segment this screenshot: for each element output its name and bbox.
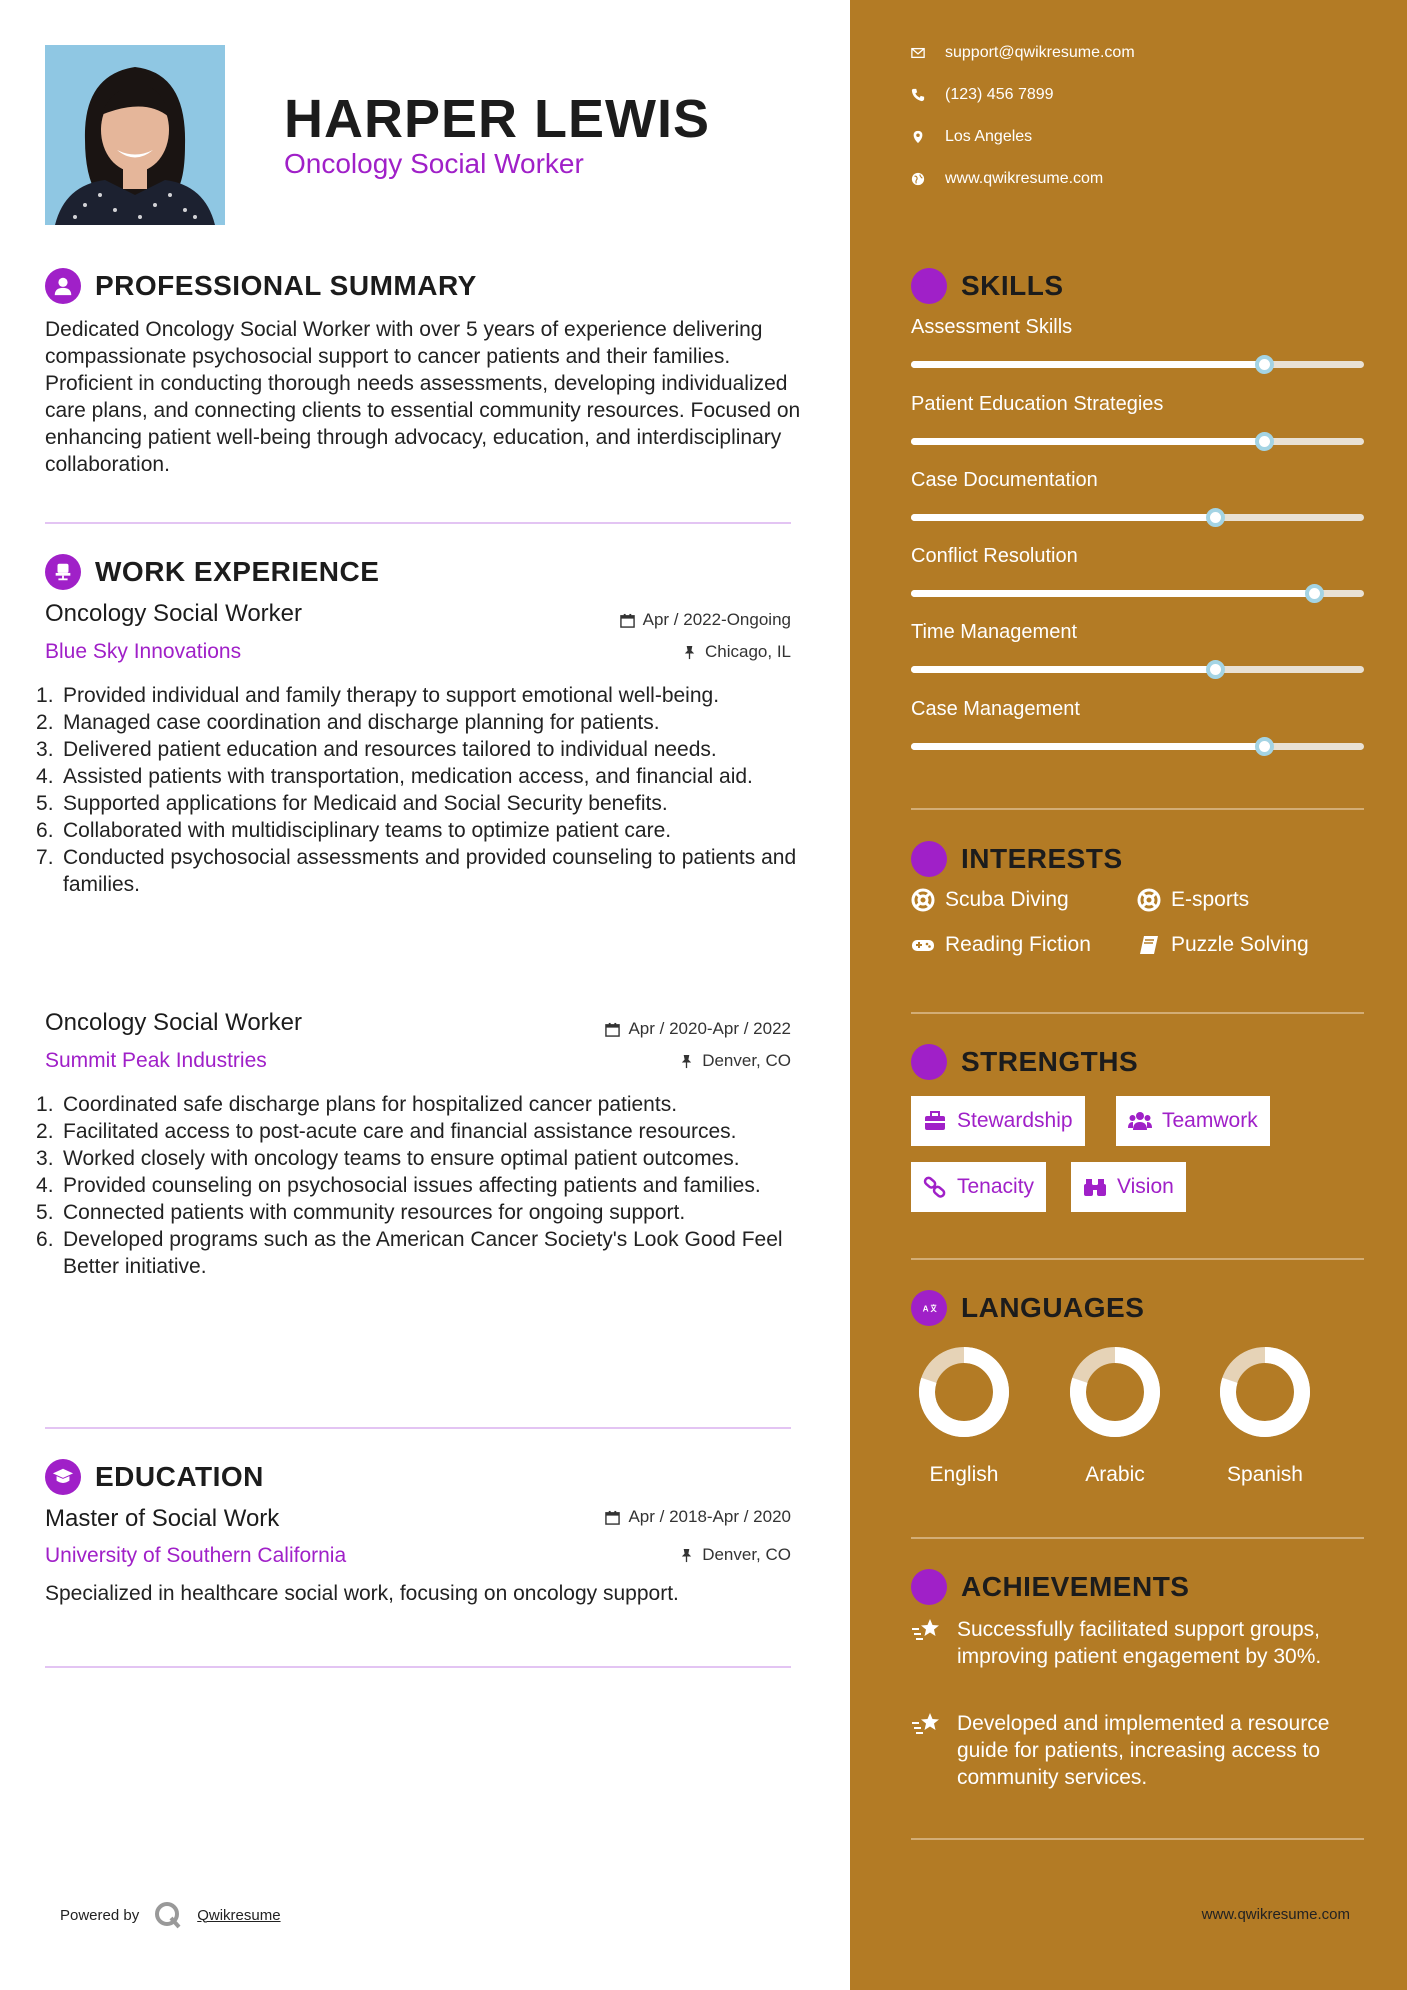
language-ring: [1067, 1344, 1163, 1440]
skill-fill: [911, 438, 1264, 445]
skill-fill: [911, 743, 1264, 750]
strength-chip: Teamwork: [1116, 1096, 1270, 1146]
strength-chip: Stewardship: [911, 1096, 1085, 1146]
shooting-star-icon: [911, 1710, 943, 1738]
degree-title: Master of Social Work: [45, 1505, 280, 1532]
briefcase-chair-icon: [45, 554, 81, 590]
summary-heading: PROFESSIONAL SUMMARY: [45, 268, 477, 304]
strengths-heading: STRENGTHS: [911, 1044, 1138, 1080]
contact-website[interactable]: www.qwikresume.com: [911, 170, 1103, 188]
list-item: Developed programs such as the American Cancer Society's Look Good Feel Better initiative.: [63, 1228, 783, 1278]
experience-heading: WORK EXPERIENCE: [45, 554, 379, 590]
list-item: Conducted psychosocial assessments and provided counseling to patients and families.: [63, 846, 797, 896]
pin-icon: [679, 1548, 694, 1563]
job-bullets: [36, 682, 806, 898]
skill-label: Time Management: [911, 621, 1077, 643]
education-heading: EDUCATION: [45, 1459, 264, 1495]
language-item: Spanish: [1210, 1344, 1320, 1487]
divider: [45, 522, 791, 524]
briefcase-icon: [923, 1110, 947, 1132]
skill-fill: [911, 590, 1314, 597]
job-title: Oncology Social Worker: [45, 1009, 302, 1036]
skill-bar: [911, 361, 1364, 368]
achievement-item: Successfully facilitated support groups, improving patient engagement by 30%.: [911, 1616, 1371, 1670]
job-location: Denver, CO: [679, 1051, 791, 1071]
interest-item: Reading Fiction: [911, 933, 1091, 957]
skill-fill: [911, 361, 1264, 368]
list-item: Coordinated safe discharge plans for hospitalized cancer patients.: [63, 1093, 678, 1116]
list-item: Delivered patient education and resources tailored to individual needs.: [63, 738, 717, 761]
powered-by: Powered by Qwikresume: [60, 1900, 281, 1930]
users-icon: [1128, 1110, 1152, 1132]
graduation-cap-icon: [45, 1459, 81, 1495]
interest-item: E-sports: [1137, 888, 1249, 912]
skill-bar: [911, 666, 1364, 673]
person-icon: [45, 268, 81, 304]
calendar-icon: [620, 613, 635, 628]
divider: [911, 1258, 1364, 1260]
languages-heading: A LANGUAGES: [911, 1290, 1144, 1326]
pin-icon: [682, 645, 697, 660]
skills-heading: SKILLS: [911, 268, 1064, 304]
list-item: Facilitated access to post-acute care and financial assistance resources.: [63, 1120, 737, 1143]
divider: [45, 1427, 791, 1429]
qwikresume-logo-icon: [153, 1900, 183, 1930]
language-ring: [1217, 1344, 1313, 1440]
job-bullets: [36, 1091, 806, 1280]
pin-icon: [679, 1054, 694, 1069]
footer-url[interactable]: www.qwikresume.com: [1201, 1906, 1350, 1923]
life-ring-icon: [1137, 888, 1161, 912]
interest-item: Puzzle Solving: [1137, 933, 1309, 957]
profile-photo: [45, 45, 225, 225]
skill-fill: [911, 514, 1215, 521]
skill-bar: [911, 438, 1364, 445]
job-company: Summit Peak Industries: [45, 1049, 267, 1072]
list-item: Assisted patients with transportation, medication access, and financial aid.: [63, 765, 753, 788]
svg-text:A: A: [922, 1304, 929, 1314]
skill-label: Assessment Skills: [911, 316, 1073, 338]
gamepad-icon: [911, 933, 935, 957]
job-company: Blue Sky Innovations: [45, 640, 242, 663]
translate-icon: [911, 1290, 947, 1326]
skill-knob: [1206, 660, 1225, 679]
list-item: Connected patients with community resources for ongoing support.: [63, 1201, 686, 1224]
skill-bar: [911, 743, 1364, 750]
job-location: Chicago, IL: [682, 642, 791, 662]
job-date: Apr / 2020-Apr / 2022: [605, 1019, 791, 1039]
candidate-title: Oncology Social Worker: [284, 148, 584, 179]
skill-label: Patient Education Strategies: [911, 393, 1164, 415]
link-icon: [923, 1176, 947, 1198]
education-description: Specialized in healthcare social work, focusing on oncology support.: [45, 1582, 679, 1605]
book-icon: [1137, 933, 1161, 957]
envelope-icon: [911, 46, 925, 60]
list-item: Provided individual and family therapy to support emotional well-being.: [63, 684, 720, 707]
skill-fill: [911, 666, 1215, 673]
language-item: Arabic: [1060, 1344, 1170, 1487]
contact-email[interactable]: support@qwikresume.com: [911, 44, 1135, 62]
contact-phone[interactable]: (123) 456 7899: [911, 86, 1054, 104]
phone-icon: [911, 88, 925, 102]
life-ring-icon: [911, 888, 935, 912]
globe-icon: [911, 172, 925, 186]
list-item: Supported applications for Medicaid and Social Security benefits.: [63, 792, 668, 815]
divider: [911, 1012, 1364, 1014]
list-item: Provided counseling on psychosocial issues affecting patients and families.: [63, 1174, 761, 1197]
skill-label: Case Management: [911, 698, 1080, 720]
summary-text: Dedicated Oncology Social Worker with over 5 years of experience delivering compassionate psychosocial support to cancer patients and their families. Proficient in conducting thorough needs assessments, developing individualized care plans, and connecting clients to essential community resources. Focused on enhancing patient well-being through advocacy, education, and interdisciplinary collaboration.: [45, 318, 801, 476]
language-ring: [916, 1344, 1012, 1440]
lightbulb-icon: [911, 268, 947, 304]
binoculars-icon: [1083, 1176, 1107, 1198]
star-award-icon: [911, 1569, 947, 1605]
paper-plane-icon: [911, 841, 947, 877]
education-location: Denver, CO: [679, 1545, 791, 1565]
skill-bar: [911, 514, 1364, 521]
brand-link[interactable]: Qwikresume: [197, 1906, 281, 1924]
skill-label: Conflict Resolution: [911, 545, 1078, 567]
list-item: Managed case coordination and discharge planning for patients.: [63, 711, 660, 734]
achievements-heading: ACHIEVEMENTS: [911, 1569, 1189, 1605]
education-date: Apr / 2018-Apr / 2020: [605, 1507, 791, 1527]
skill-label: Case Documentation: [911, 469, 1098, 491]
language-item: English: [909, 1344, 1019, 1487]
job-date: Apr / 2022-Ongoing: [620, 610, 791, 630]
list-item: Collaborated with multidisciplinary teams to optimize patient care.: [63, 819, 672, 842]
strength-chip: Tenacity: [911, 1162, 1046, 1212]
skill-knob: [1206, 508, 1225, 527]
shooting-star-icon: [911, 1616, 943, 1644]
raised-fist-icon: [911, 1044, 947, 1080]
calendar-icon: [605, 1510, 620, 1525]
contact-location: Los Angeles: [911, 128, 1032, 146]
calendar-icon: [605, 1022, 620, 1037]
achievement-item: Developed and implemented a resource guide for patients, increasing access to community services.: [911, 1710, 1371, 1791]
strength-chip: Vision: [1071, 1162, 1186, 1212]
divider: [911, 808, 1364, 810]
divider: [911, 1537, 1364, 1539]
divider: [45, 1666, 791, 1668]
divider: [911, 1838, 1364, 1840]
skill-bar: [911, 590, 1364, 597]
candidate-name: HARPER LEWIS: [284, 89, 711, 149]
interests-heading: INTERESTS: [911, 841, 1123, 877]
interest-item: Scuba Diving: [911, 888, 1069, 912]
map-marker-icon: [911, 130, 925, 144]
school-name: University of Southern California: [45, 1544, 347, 1567]
job-title: Oncology Social Worker: [45, 600, 302, 627]
list-item: Worked closely with oncology teams to ensure optimal patient outcomes.: [63, 1147, 740, 1170]
